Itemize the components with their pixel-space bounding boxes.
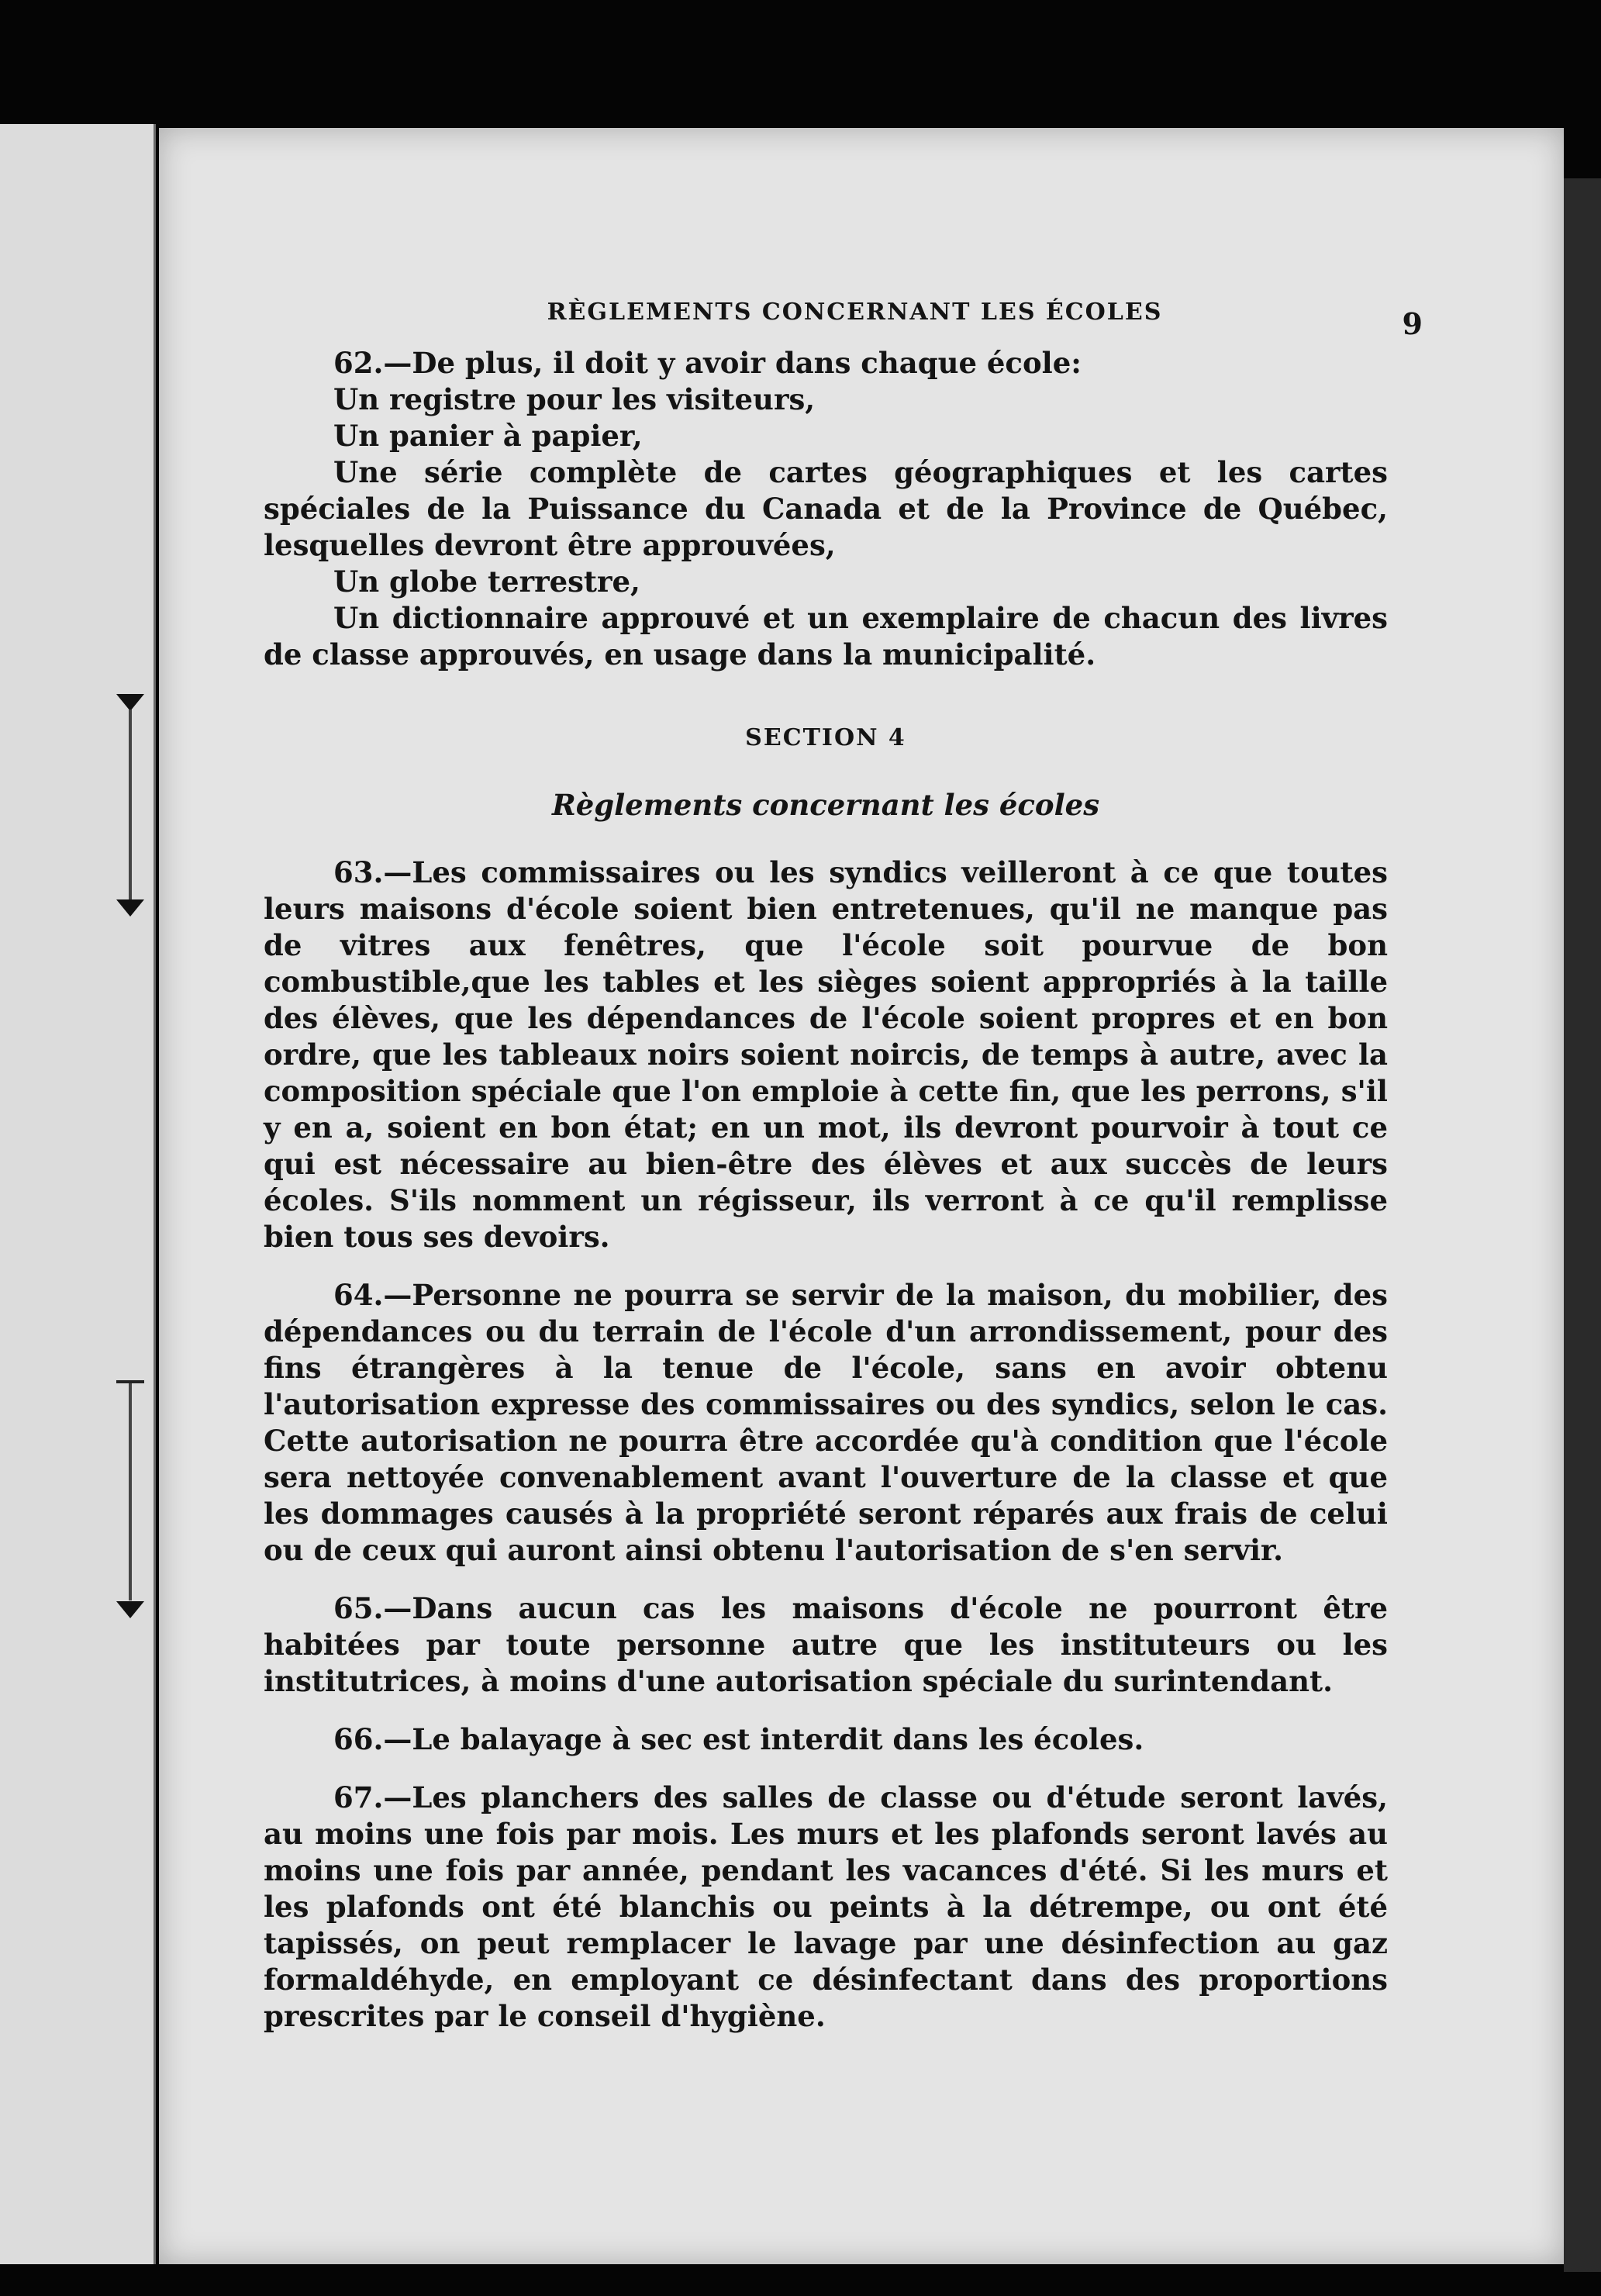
art62-item: Une série complète de cartes géographiques et les cartes spéciales de la Puissance du Canada et de la Province de Québec, lesquelles devront être approuvées, [264, 455, 1388, 562]
article-65: 65.—Dans aucun cas les maisons d'école ne pourront être habitées par toute personne autre que les instituteurs ou les institutrices, à moins d'une autorisation spéciale du surintendant. [264, 1591, 1388, 1698]
body-text [264, 345, 1388, 2035]
page-number: 9 [1402, 306, 1423, 341]
arrow-down-icon [116, 1601, 144, 1618]
art62-item: Un globe terrestre, [333, 565, 640, 599]
margin-bracket-lower [116, 1380, 140, 1628]
art62-item: Un panier à papier, [333, 419, 643, 453]
margin-line [129, 1383, 132, 1600]
margin-bracket-upper [116, 694, 140, 927]
arrow-down-icon [116, 694, 144, 711]
running-head: RÈGLEMENTS CONCERNANT LES ÉCOLES [547, 299, 1163, 326]
art62-item: Un registre pour les visiteurs, [333, 382, 816, 416]
art62-item: Un dictionnaire approuvé et un exemplaire de chacun des livres de classe approuvés, en usage dans la municipalité. [264, 601, 1388, 672]
article-66: 66.—Le balayage à sec est interdit dans les écoles. [333, 1722, 1144, 1756]
section-heading: SECTION 4 [745, 724, 906, 751]
arrow-down-icon [116, 899, 144, 917]
article-63: 63.—Les commissaires ou les syndics veilleront à ce que toutes leurs maisons d'école soient bien entretenues, qu'il ne manque pas de vitres aux fenêtres, que l'école soit pourvue de bon combustible,que les tables et les sièges soient appropriés à la taille des élèves, que les dépendances de l'école soient propres et en bon ordre, que les tableaux noirs soient noircis, de temps à autre, avec la composition spéciale que l'on emploie à cette fin, que les perrons, s'il y en a, soient en bon état; en un mot, ils devront pourvoir à tout ce qui est nécessaire au bien-être des élèves et aux succès de leurs écoles. S'ils nomment un régisseur, ils verront à ce qu'il remplisse bien tous ses devoirs. [264, 855, 1388, 1254]
article-64: 64.—Personne ne pourra se servir de la maison, du mobilier, des dépendances ou du terrain de l'école d'un arrondissement, pour des fins étrangères à la tenue de l'école, sans en avoir obtenu l'autorisation expresse des commissaires ou des syndics, selon le cas. Cette autorisation ne pourra être accordée qu'à condition que l'école sera nettoyée convenablement avant l'ouverture de la classe et que les dommages causés à la propriété seront réparés aux frais de celui ou de ceux qui auront ainsi obtenu l'autorisation de s'en servir. [264, 1278, 1388, 1567]
binding-shadow [1564, 178, 1601, 2272]
article-62-lead: 62.—De plus, il doit y avoir dans chaque école: [333, 346, 1082, 380]
article-67: 67.—Les planchers des salles de classe ou d'étude seront lavés, au moins une fois par mois. Les murs et les plafonds seront lavés au moins une fois par année, pendant les vacances d'été. Si les murs et les plafonds ont été blanchis ou peints à la détrempe, ou ont été tapissés, on peut remplacer le lavage par une désinfection au gaz formaldéhyde, en employant ce désinfectant dans des proportions prescrites par le conseil d'hygiène. [264, 1780, 1388, 2033]
margin-line [129, 710, 132, 903]
section-title: Règlements concernant les écoles [551, 788, 1100, 822]
facing-page-edge [0, 124, 156, 2264]
